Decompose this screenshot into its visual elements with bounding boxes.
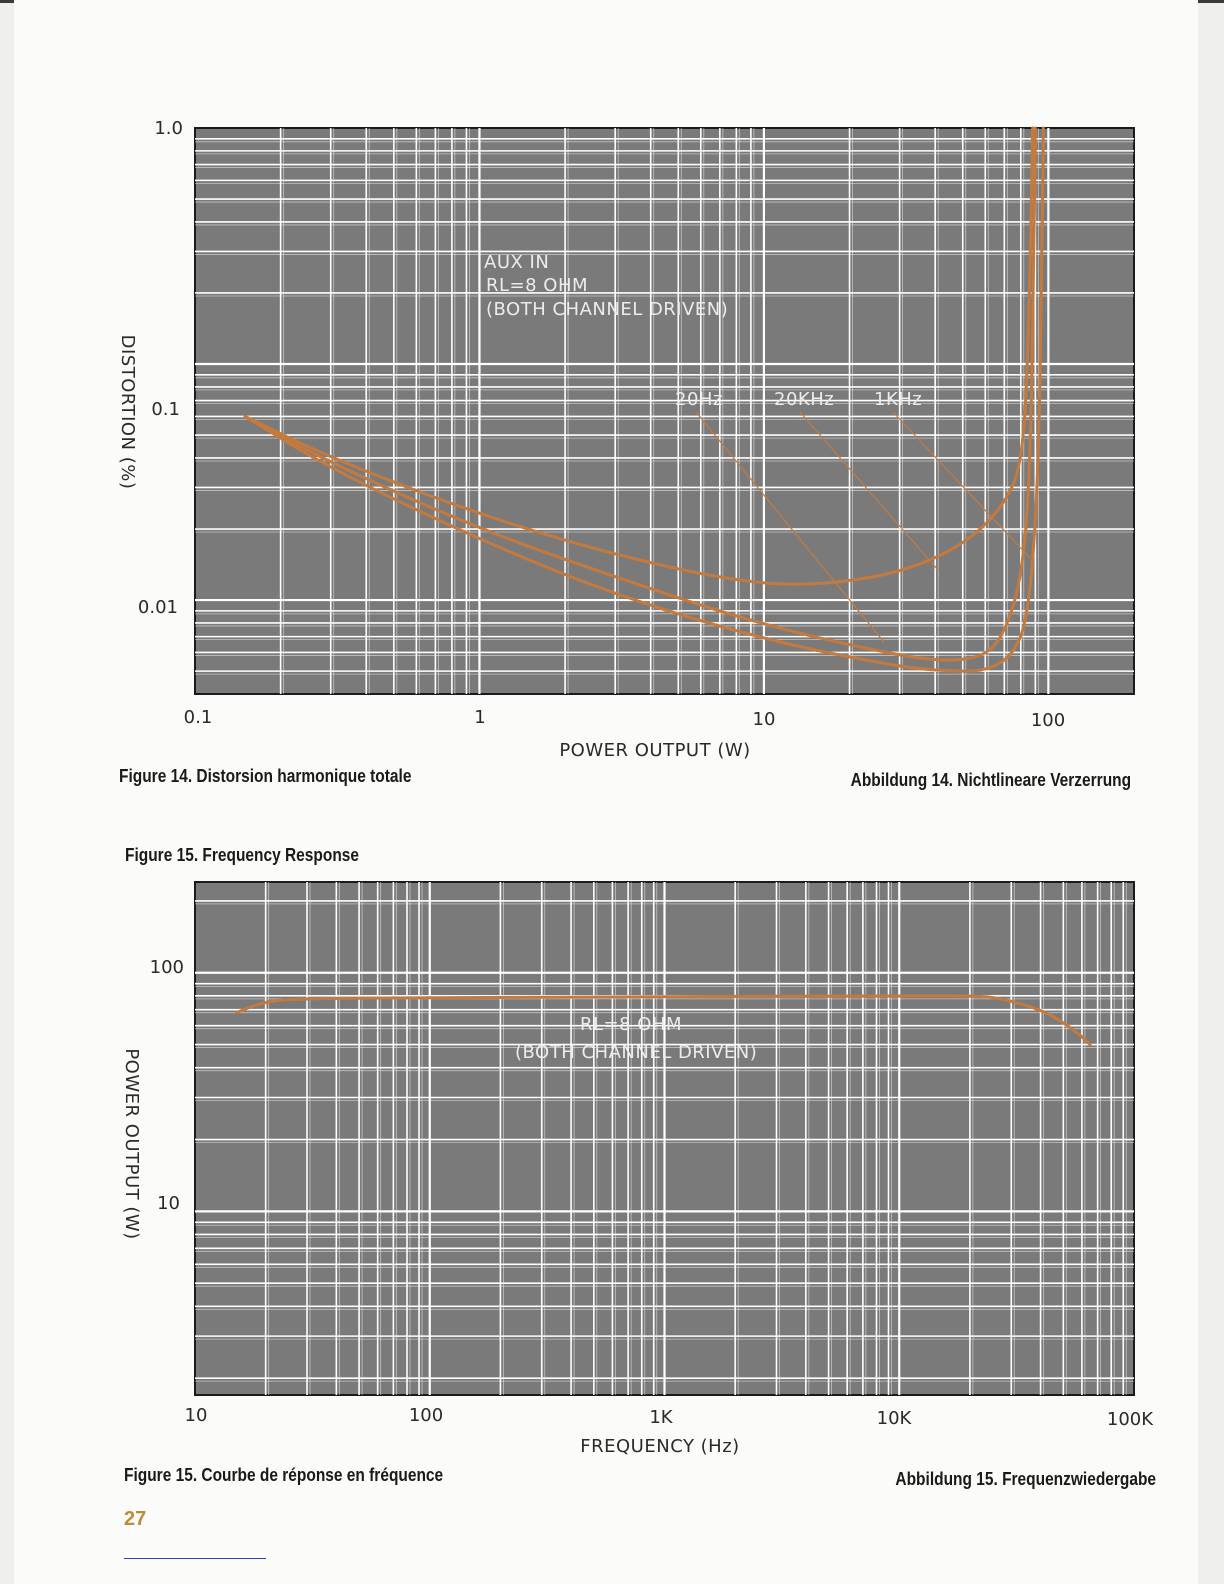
y-axis-title: POWER OUTPUT (W) — [121, 1048, 142, 1240]
series-label-20khz: 20KHz — [774, 389, 835, 410]
x-tick-10: 10 — [752, 709, 776, 730]
figure-14-caption-french: Figure 14. Distorsion harmonique totale — [119, 766, 412, 786]
x-tick-10k: 10K — [876, 1408, 912, 1429]
series-label-20hz: 20Hz — [675, 389, 723, 410]
x-tick-1: 1 — [474, 707, 486, 728]
y-tick-1: 1.0 — [154, 118, 183, 139]
annotation-line-1: AUX IN — [484, 252, 550, 273]
y-axis-title: DISTORTION (%) — [117, 334, 138, 490]
figure-15-caption-english: Figure 15. Frequency Response — [125, 845, 360, 865]
x-tick-100: 100 — [1030, 710, 1066, 731]
y-tick-0-01: 0.01 — [137, 597, 178, 618]
annotation-line-2: (BOTH CHANNEL DRIVEN) — [515, 1042, 758, 1063]
annotation-line-3: (BOTH CHANNEL DRIVEN) — [486, 299, 729, 320]
y-tick-10: 10 — [157, 1193, 180, 1214]
x-tick-1k: 1K — [649, 1407, 673, 1428]
annotation-line-1: RL=8 OHM — [580, 1014, 683, 1035]
footer-link-rule — [124, 1558, 266, 1559]
y-tick-100: 100 — [149, 957, 184, 978]
x-axis-title: FREQUENCY (Hz) — [580, 1436, 740, 1457]
y-tick-0-1: 0.1 — [151, 399, 180, 420]
x-tick-10: 10 — [184, 1405, 208, 1426]
x-tick-0-1: 0.1 — [183, 707, 213, 728]
x-axis-title: POWER OUTPUT (W) — [559, 740, 751, 761]
series-label-1khz: 1KHz — [874, 389, 923, 410]
figure-15-caption-german: Abbildung 15. Frequenzwiedergabe — [895, 1469, 1156, 1489]
x-tick-labels — [185, 1405, 1155, 1430]
x-tick-100k: 100K — [1106, 1409, 1154, 1430]
x-tick-100: 100 — [408, 1405, 444, 1426]
annotation-line-2: RL=8 OHM — [486, 275, 589, 296]
y-tick-labels — [150, 957, 184, 1214]
page-number: 27 — [124, 1508, 147, 1530]
figure-15-caption-french: Figure 15. Courbe de réponse en fréquence — [124, 1465, 444, 1485]
figure-14-caption-german: Abbildung 14. Nichtlineare Verzerrung — [850, 770, 1131, 790]
